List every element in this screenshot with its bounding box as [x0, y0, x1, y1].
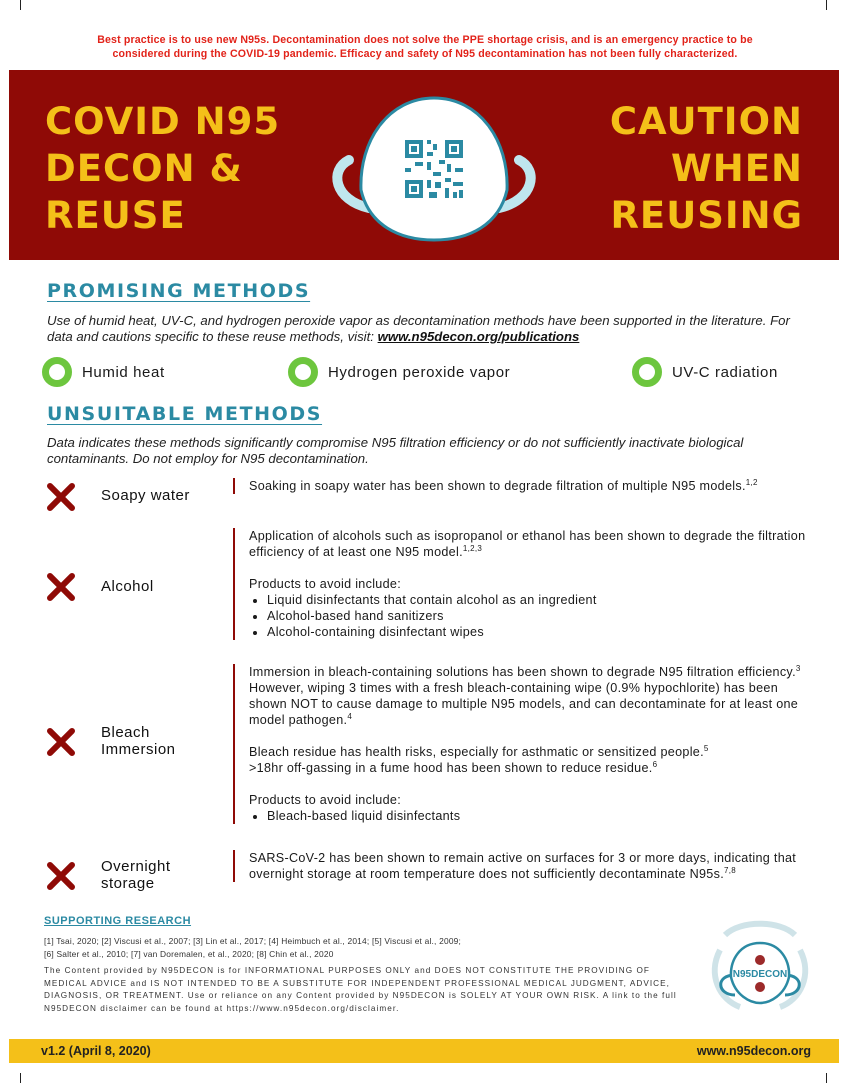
row-description — [233, 478, 809, 494]
header-banner — [9, 70, 839, 260]
header-title-right — [610, 98, 803, 239]
crop-mark — [826, 0, 827, 10]
unsuitable-row-overnight-storage — [45, 850, 805, 902]
x-mark-icon — [45, 860, 77, 892]
citation: 4 — [347, 711, 353, 721]
citation: 1,2,3 — [462, 543, 483, 553]
warning-line-1: Best practice is to use new N95s. Decontamination does not solve the PPE shortage crisis, and is an emergency practice to be — [97, 34, 753, 46]
warning-notice — [30, 33, 820, 61]
citation: 1,2 — [745, 477, 758, 487]
warning-line-2: considered during the COVID-19 pandemic. Efficacy and safety of N95 decontamination has not been fully characterized. — [112, 48, 738, 60]
n95decon-logo — [705, 915, 815, 1015]
desc-text: >18hr off-gassing in a fume hood has been shown to reduce residue. — [249, 761, 653, 775]
title-line: DECON & — [45, 147, 243, 190]
x-mark-icon — [45, 481, 77, 513]
row-name-line: Overnight — [101, 858, 171, 875]
method-label: UV-C radiation — [672, 363, 778, 381]
promising-intro-text: Use of humid heat, UV-C, and hydrogen peroxide vapor as decontamination methods have been supported in the literature. For data and cautions specific to these reuse methods, visit: — [47, 313, 790, 344]
method-humid-heat — [42, 357, 165, 387]
check-circle-icon — [632, 357, 662, 387]
x-mark-icon — [45, 726, 77, 758]
unsuitable-row-bleach-immersion — [45, 664, 805, 840]
desc-text: SARS-CoV-2 has been shown to remain active on surfaces for 3 or more days, indicating that overnight storage at room temperature does not sufficiently decontaminate N95s. — [249, 851, 797, 881]
title-line: REUSING — [610, 194, 803, 237]
avoid-item: • Bleach-based liquid disinfectants — [267, 808, 809, 824]
row-name: Alcohol — [101, 578, 154, 595]
promising-intro — [47, 313, 807, 345]
unsuitable-intro: Data indicates these methods significantly compromise N95 filtration efficiency or do not sufficiently inactivate biological contaminants. Do not employ for N95 decontamination. — [47, 435, 744, 466]
citation: 6 — [652, 759, 658, 769]
citation: 7,8 — [724, 865, 737, 875]
crop-mark — [20, 0, 21, 10]
avoid-item: • Liquid disinfectants that contain alcohol as an ingredient — [267, 592, 809, 608]
method-uvc — [632, 357, 778, 387]
desc-text: Soaking in soapy water has been shown to degrade filtration of multiple N95 models. — [249, 479, 746, 493]
desc-text: Application of alcohols such as isopropanol or ethanol has been shown to degrade the filtration efficiency of at least one N95 model. — [249, 529, 806, 559]
row-description — [233, 664, 809, 824]
disclaimer-text: The Content provided by N95DECON is for INFORMATIONAL PURPOSES ONLY and DOES NOT CONSTITUTE THE PROVIDING OF MEDICAL ADVICE and IS NOT INTENDED TO BE A SUBSTITUTE FOR INDEPENDENT PROFESSIONAL MEDICAL JUDGMENT, ADVICE, DIAGNOSIS, OR TREATMENT. Use or reliance on any Content provided by N95DECON is SOLELY AT YOUR OWN RISK. A link to the full N95DECON disclaimer can be found at https://www.n95decon.org/disclaimer. — [44, 966, 677, 1013]
avoid-item: • Alcohol-containing disinfectant wipes — [267, 624, 809, 640]
title-line: WHEN — [670, 147, 803, 190]
row-description — [233, 850, 809, 882]
row-name-line: Immersion — [101, 741, 176, 758]
check-circle-icon — [42, 357, 72, 387]
unsuitable-row-soapy-water — [45, 478, 805, 518]
avoid-item: • Alcohol-based hand sanitizers — [267, 608, 809, 624]
title-line: CAUTION — [609, 100, 803, 143]
desc-text: Bleach residue has health risks, especially for asthmatic or sensitized people. — [249, 745, 704, 759]
crop-mark — [20, 1073, 21, 1083]
row-name: Soapy water — [101, 487, 190, 504]
citation: 5 — [703, 743, 709, 753]
reference-line: [1] Tsai, 2020; [2] Viscusi et al., 2007; [3] Lin et al., 2017; [4] Heimbuch et al., 2014; [5] Viscusi et al., 2009; — [44, 936, 462, 946]
footer-bar — [9, 1039, 839, 1063]
promising-methods-heading: PROMISING METHODS — [47, 280, 311, 302]
unsuitable-row-alcohol — [45, 528, 805, 650]
row-name — [101, 724, 176, 758]
avoid-label: Products to avoid include: — [249, 793, 402, 807]
method-label: Humid heat — [82, 363, 165, 381]
row-name-line: storage — [101, 875, 155, 892]
logo-text: N95DECON — [732, 969, 788, 980]
avoid-label: Products to avoid include: — [249, 577, 402, 591]
n95-mask-qr-icon — [329, 90, 539, 260]
publications-link[interactable]: www.n95decon.org/publications — [377, 329, 580, 344]
check-circle-icon — [288, 357, 318, 387]
method-label: Hydrogen peroxide vapor — [328, 363, 511, 381]
avoid-list — [249, 592, 809, 640]
title-line: COVID N95 — [45, 100, 281, 143]
avoid-list — [249, 808, 809, 824]
row-name-line: Bleach — [101, 724, 150, 741]
supporting-research-heading: SUPPORTING RESEARCH — [44, 915, 192, 927]
desc-text: However, wiping 3 times with a fresh bleach-containing wipe (0.9% hypochlorite) has been shown NOT to cause damage to multiple N95 models, and can decontaminate for at least one model pathogen. — [249, 681, 799, 727]
row-description — [233, 528, 809, 640]
crop-mark — [826, 1073, 827, 1083]
reference-line: [6] Salter et al., 2010; [7] van Doremalen, et al., 2020; [8] Chin et al., 2020 — [44, 949, 334, 959]
citation: 3 — [795, 663, 801, 673]
website-link[interactable]: www.n95decon.org — [696, 1044, 811, 1058]
x-mark-icon — [45, 571, 77, 603]
reference-list — [44, 935, 461, 961]
method-hydrogen-peroxide — [288, 357, 510, 387]
header-title-left — [45, 98, 280, 239]
version-label: v1.2 (April 8, 2020) — [41, 1044, 151, 1058]
unsuitable-methods-heading: UNSUITABLE METHODS — [47, 403, 323, 425]
desc-text: Immersion in bleach-containing solutions has been shown to degrade N95 filtration efficiency. — [249, 665, 796, 679]
title-line: REUSE — [45, 194, 186, 237]
row-name — [101, 858, 171, 892]
